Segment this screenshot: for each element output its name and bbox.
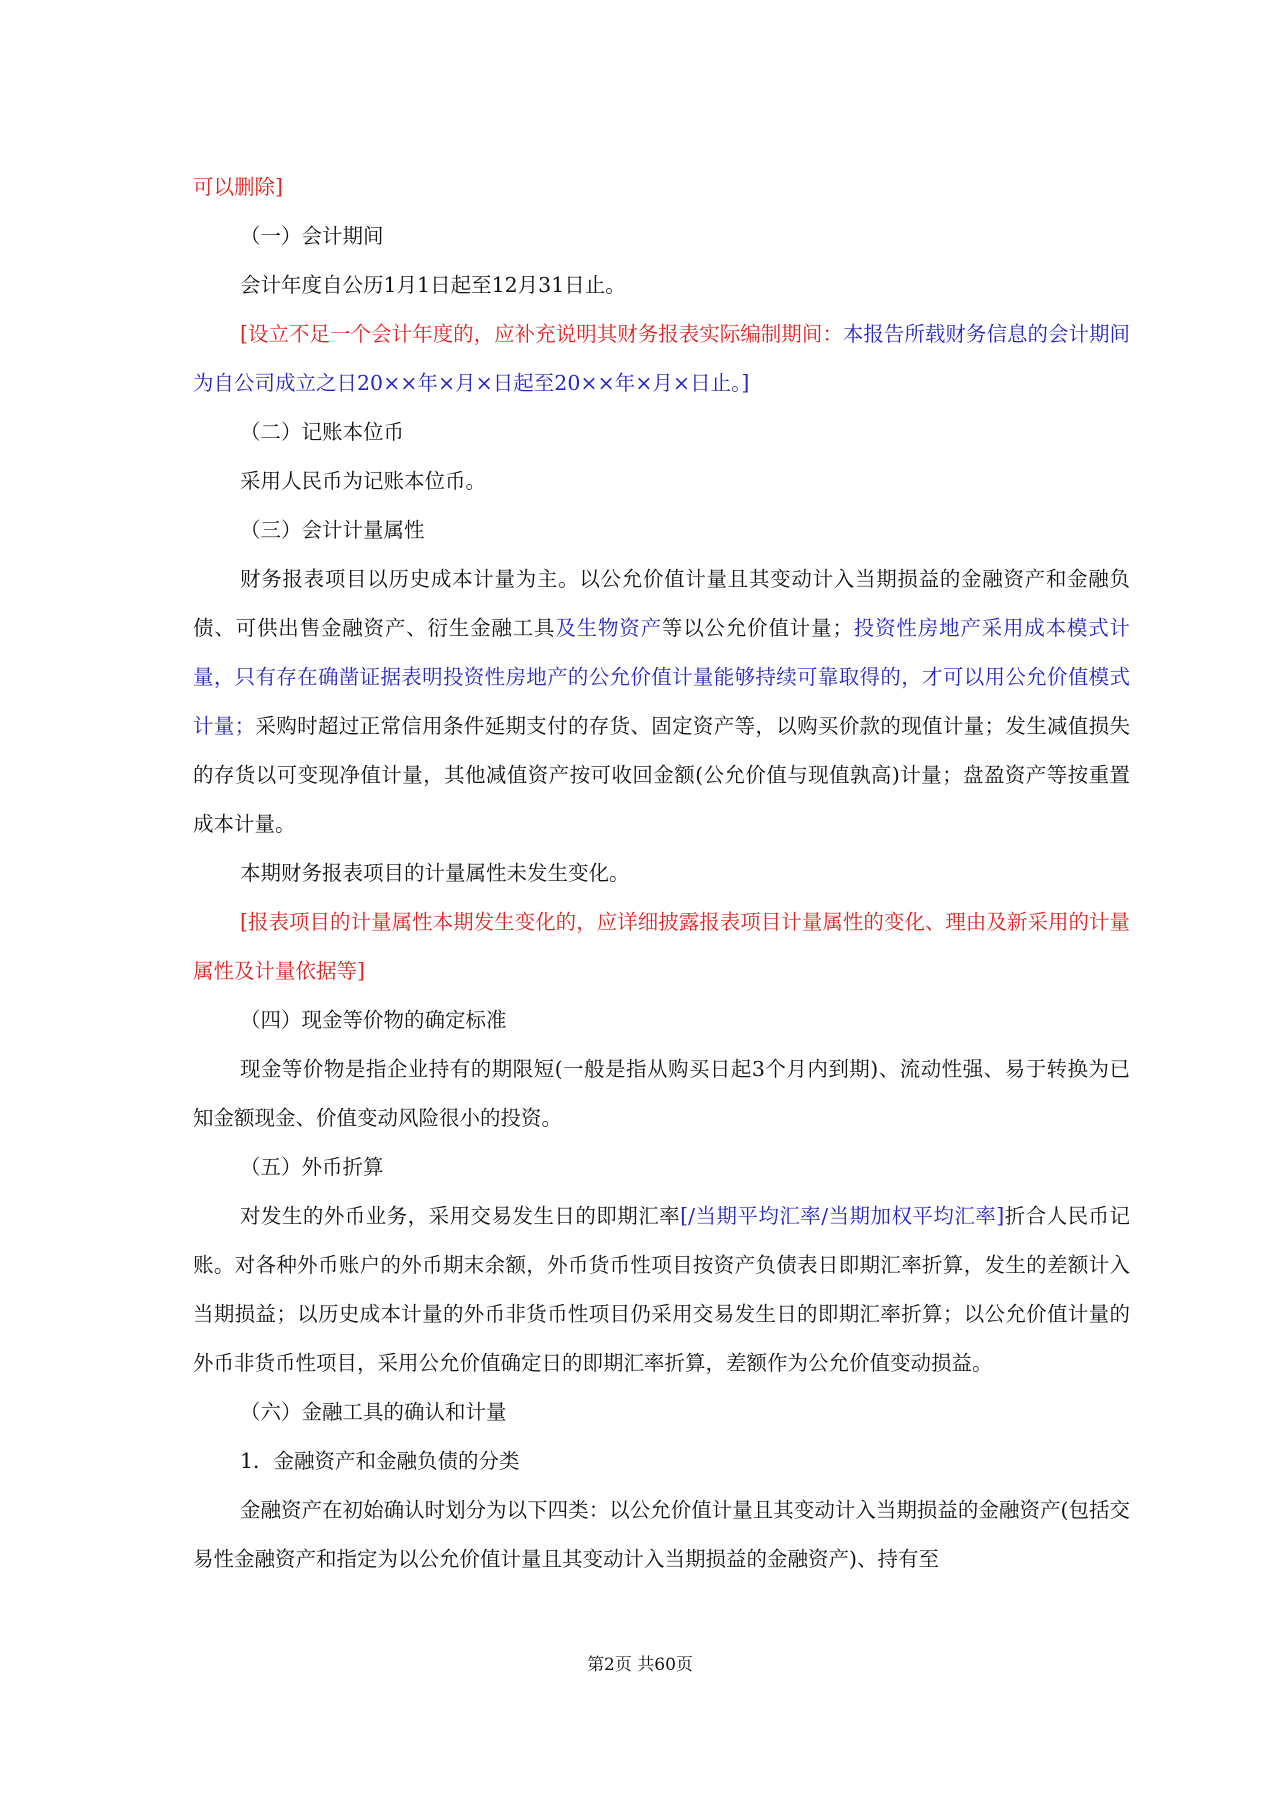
subsection-heading: 1．金融资产和金融负债的分类 (240, 1449, 520, 1473)
document-page (193, 163, 1130, 1584)
section-heading-cash-equivalents: （四）现金等价物的确定标准 (240, 1008, 507, 1032)
page-footer: 第2页 共60页 (587, 1655, 693, 1675)
paragraph: 现金等价物是指企业持有的期限短(一般是指从购买日起3个月内到期)、流动性强、易于转换为已知金额现金、价值变动风险很小的投资。 (193, 1057, 1130, 1130)
paragraph (193, 555, 1130, 849)
blue-note: 本报告所载财务信息的会计期间为自公司成立之日20××年×月×日起至20××年×月×日止。] (193, 322, 1131, 395)
continuation-note: 可以删除] (193, 175, 283, 199)
section-heading-financial-instruments: （六）金融工具的确认和计量 (240, 1400, 507, 1424)
text-run: 对发生的外币业务，采用交易发生日的即期汇率 (240, 1204, 681, 1228)
paragraph: 金融资产在初始确认时划分为以下四类：以公允价值计量且其变动计入当期损益的金融资产(包括交易性金融资产和指定为以公允价值计量且其变动计入当期损益的金融资产)、持有至 (193, 1498, 1130, 1571)
text-run: 采购时超过正常信用条件延期支付的存货、固定资产等，以购买价款的现值计量；发生减值损失的存货以可变现净值计量，其他减值资产按可收回金额(公允价值与现值孰高)计量；盘盈资产等按重置成本计量。 (193, 714, 1131, 836)
section-heading-measurement: （三）会计计量属性 (240, 518, 425, 542)
red-note: [设立不足一个会计年度的，应补充说明其财务报表实际编制期间： (240, 322, 843, 346)
paragraph: 采用人民币为记账本位币。 (240, 469, 486, 493)
blue-note: [/当期平均汇率/当期加权平均汇率] (680, 1204, 1005, 1228)
text-run: 等以公允价值计量； (661, 616, 853, 640)
paragraph: 本期财务报表项目的计量属性未发生变化。 (240, 861, 630, 885)
note-paragraph (193, 310, 1130, 408)
blue-note: 及生物资产 (555, 616, 662, 640)
text-run: 财务报表项目以历史成本计量为主。以公允价值计量且其变动计入当期损益的金融资产和金融负债、可供出售金融资产、衍生金融工具 (193, 567, 1130, 640)
section-heading-foreign-currency: （五）外币折算 (240, 1155, 384, 1179)
text-run: 折合人民币记账。对各种外币账户的外币期末余额，外币货币性项目按资产负债表日即期汇率折算，发生的差额计入当期损益；以历史成本计量的外币非货币性项目仍采用交易发生日的即期汇率折算；以公允价值计量的外币非货币性项目，采用公允价值确定日的即期汇率折算，差额作为公允价值变动损益。 (193, 1204, 1131, 1375)
paragraph (193, 1192, 1130, 1388)
blue-note: 投资性房地产采用成本模式计量，只有存在确凿证据表明投资性房地产的公允价值计量能够持续可靠取得的，才可以用公允价值模式计量； (193, 616, 1131, 738)
section-heading-currency: （二）记账本位币 (240, 420, 404, 444)
paragraph: 会计年度自公历1月1日起至12月31日止。 (240, 273, 626, 297)
section-heading-accounting-period: （一）会计期间 (240, 224, 384, 248)
red-note: [报表项目的计量属性本期发生变化的，应详细披露报表项目计量属性的变化、理由及新采用的计量属性及计量依据等] (193, 910, 1130, 983)
